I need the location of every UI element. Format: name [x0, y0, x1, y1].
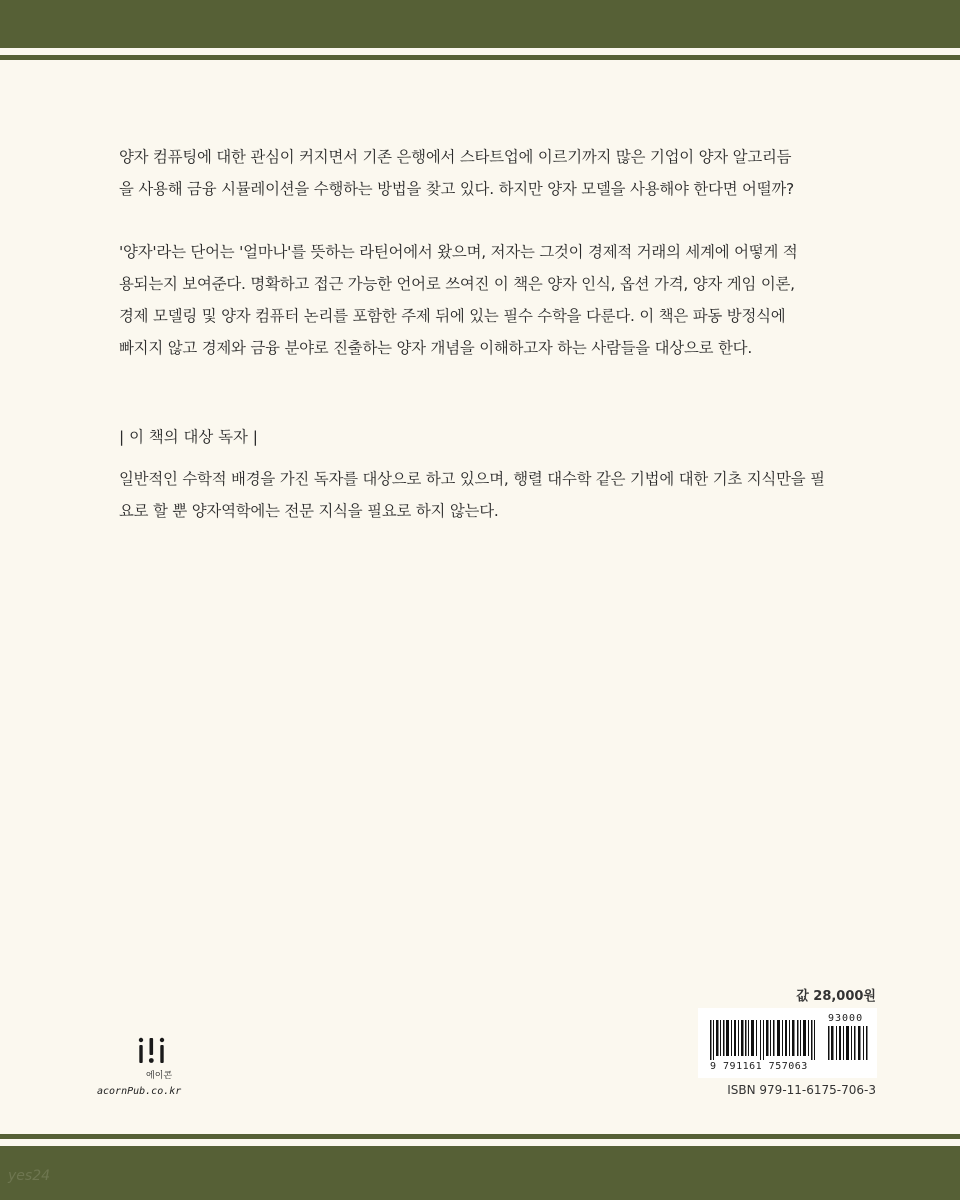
- bottom-color-band: [0, 1146, 960, 1200]
- barcode-main-number: 9 791161 757063: [710, 1061, 808, 1072]
- barcode-addon-bars-icon: [828, 1026, 868, 1060]
- barcode-bars-icon: [710, 1020, 820, 1060]
- description-paragraph-1: [119, 141, 859, 205]
- paragraph-line: '양자'라는 단어는 '얼마나'를 뜻하는 라틴어에서 왔으며, 저자는 그것이 경제적 거래의 세계에 어떻게 적: [119, 243, 798, 261]
- publisher-logo-icon: [137, 1037, 167, 1065]
- paragraph-line: 을 사용해 금융 시뮬레이션을 수행하는 방법을 찾고 있다. 하지만 양자 모델을 사용해야 한다면 어떨까?: [119, 180, 795, 198]
- paragraph-line: 일반적인 수학적 배경을 가진 독자를 대상으로 하고 있으며, 행렬 대수학 같은 기법에 대한 기초 지식만을 필: [119, 470, 825, 488]
- top-color-band: [0, 0, 960, 48]
- description-paragraph-2: [119, 236, 859, 364]
- publisher-name: 에이콘: [146, 1071, 173, 1081]
- target-audience-heading: | 이 책의 대상 독자 |: [119, 428, 258, 446]
- isbn-label: ISBN 979-11-6175-706-3: [727, 1083, 876, 1097]
- bottom-rule-line: [0, 1134, 960, 1139]
- price-label: 값 28,000원: [796, 989, 876, 1004]
- paragraph-line: 양자 컴퓨팅에 대한 관심이 커지면서 기존 은행에서 스타트업에 이르기까지 많은 기업이 양자 알고리듬: [119, 148, 792, 166]
- barcode-addon-number: 93000: [828, 1013, 864, 1024]
- paragraph-line: 요로 할 뿐 양자역학에는 전문 지식을 필요로 하지 않는다.: [119, 502, 499, 520]
- target-audience-paragraph: [119, 463, 859, 527]
- paragraph-line: 빠지지 않고 경제와 금융 분야로 진출하는 양자 개념을 이해하고자 하는 사람들을 대상으로 한다.: [119, 339, 753, 357]
- paragraph-line: 경제 모델링 및 양자 컴퓨터 논리를 포함한 주제 뒤에 있는 필수 수학을 다룬다. 이 책은 파동 방정식에: [119, 307, 786, 325]
- isbn-barcode: [698, 1008, 877, 1078]
- store-watermark: yes24: [8, 1168, 51, 1184]
- top-rule-line: [0, 55, 960, 60]
- publisher-website: acornPub.co.kr: [97, 1086, 182, 1097]
- paragraph-line: 용되는지 보여준다. 명확하고 접근 가능한 언어로 쓰여진 이 책은 양자 인식, 옵션 가격, 양자 게임 이론,: [119, 275, 795, 293]
